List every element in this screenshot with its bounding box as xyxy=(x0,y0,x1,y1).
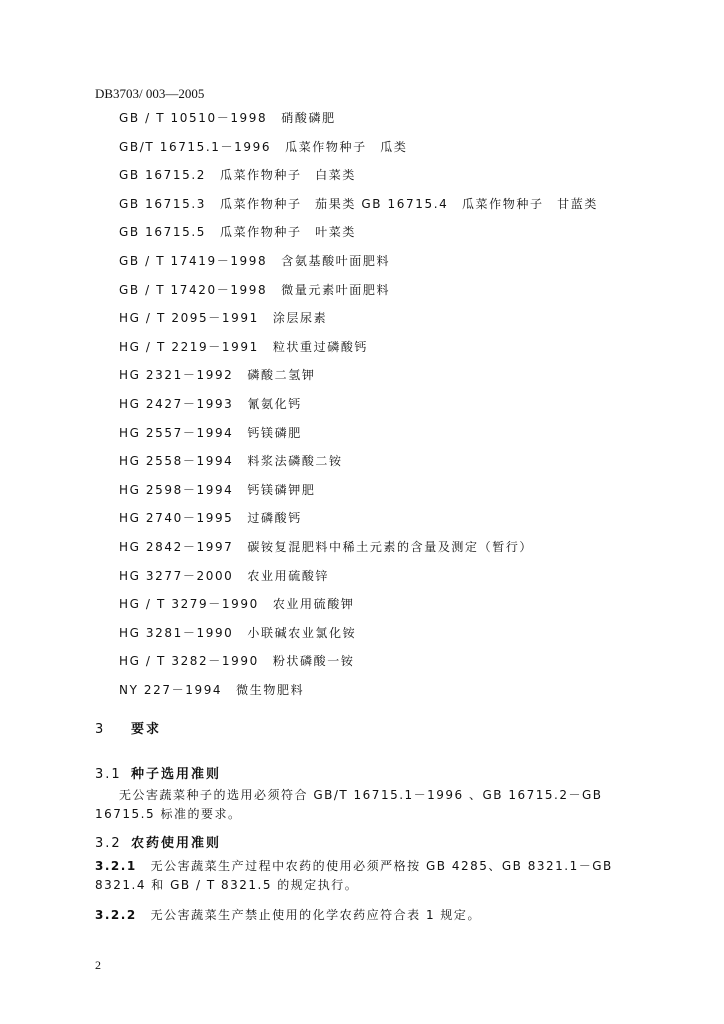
standard-code: GB 16715.3 xyxy=(119,196,206,211)
section-3-1-paragraph: 无公害蔬菜种子的选用必须符合 GB/T 16715.1－1996 、GB 16715.2－GB 16715.5 标准的要求。 xyxy=(95,788,603,821)
standard-code: NY 227－1994 xyxy=(119,682,223,697)
reference-item xyxy=(119,309,598,338)
reference-item xyxy=(119,509,598,538)
standard-title: 瓜菜作物种子 白菜类 xyxy=(219,168,356,183)
reference-item xyxy=(119,166,598,195)
standard-title: 钙镁磷钾肥 xyxy=(247,482,316,497)
reference-item xyxy=(119,252,598,281)
standard-title: 瓜菜作物种子 茄果类 GB 16715.4 瓜菜作物种子 甘蓝类 xyxy=(219,196,598,211)
normative-reference-list xyxy=(119,109,598,709)
section-title: 农药使用准则 xyxy=(131,836,222,851)
reference-item xyxy=(119,595,598,624)
standard-title: 硝酸磷肥 xyxy=(281,111,336,125)
page-number: 2 xyxy=(95,958,101,972)
reference-item xyxy=(119,395,598,424)
section-title: 种子选用准则 xyxy=(131,767,222,782)
reference-item xyxy=(119,338,598,367)
standard-code: HG / T 3279－1990 xyxy=(119,597,259,612)
document-code-header: DB3703/ 003—2005 xyxy=(95,86,205,101)
standard-code: HG 2321－1992 xyxy=(119,368,234,383)
standard-title: 磷酸二氢钾 xyxy=(247,368,316,383)
reference-item xyxy=(119,652,598,681)
standard-code: HG / T 2219－1991 xyxy=(119,339,259,354)
standard-code: HG / T 3282－1990 xyxy=(119,654,259,669)
standard-title: 农业用硫酸钾 xyxy=(272,597,355,612)
standard-code: GB / T 17419－1998 xyxy=(119,253,268,268)
standard-code: HG 3281－1990 xyxy=(119,625,234,640)
standard-code: GB 16715.5 xyxy=(119,225,206,240)
clause-number: 3.2.2 xyxy=(95,908,137,922)
reference-item xyxy=(119,538,598,567)
reference-item xyxy=(119,223,598,252)
standard-title: 碳铵复混肥料中稀土元素的含量及测定（暂行） xyxy=(247,539,534,554)
standard-code: HG 2842－1997 xyxy=(119,539,234,554)
standard-code: HG 2740－1995 xyxy=(119,511,234,526)
reference-item xyxy=(119,138,598,167)
standard-title: 含氨基酸叶面肥料 xyxy=(281,253,391,268)
standard-title: 料浆法磷酸二铵 xyxy=(247,454,343,469)
standard-code: HG 2557－1994 xyxy=(119,425,234,440)
standard-title: 涂层尿素 xyxy=(272,311,328,326)
section-3-1-heading xyxy=(95,763,221,782)
reference-item xyxy=(119,481,598,510)
standard-title: 氰氨化钙 xyxy=(247,396,302,411)
standard-code: HG / T 2095－1991 xyxy=(119,311,259,326)
standard-title: 农业用硫酸锌 xyxy=(247,568,330,583)
section-number: 3 xyxy=(95,722,106,737)
clause-3-2-1 xyxy=(95,857,655,895)
standard-code: GB 16715.2 xyxy=(119,168,206,183)
standard-code: GB/T 16715.1－1996 xyxy=(119,139,272,154)
section-3-2-heading xyxy=(95,832,221,851)
reference-item xyxy=(119,195,598,224)
standard-title: 钙镁磷肥 xyxy=(247,425,302,440)
standard-title: 粒状重过磷酸钙 xyxy=(272,339,369,354)
clause-number: 3.2.1 xyxy=(95,859,137,873)
clause-text: 无公害蔬菜生产过程中农药的使用必须严格按 GB 4285、GB 8321.1－GB 8321.4 和 GB / T 8321.5 的规定执行。 xyxy=(95,859,613,892)
section-title: 要求 xyxy=(131,722,162,737)
standard-title: 瓜菜作物种子 瓜类 xyxy=(285,139,408,154)
standard-title: 微生物肥料 xyxy=(236,682,305,697)
standard-title: 过磷酸钙 xyxy=(247,511,302,526)
standard-code: HG 3277－2000 xyxy=(119,568,234,583)
standard-code: HG 2558－1994 xyxy=(119,454,234,469)
reference-item xyxy=(119,681,598,710)
standard-title: 瓜菜作物种子 叶菜类 xyxy=(219,225,356,240)
standard-title: 小联碱农业氯化铵 xyxy=(247,625,357,640)
standard-title: 微量元素叶面肥料 xyxy=(281,282,391,297)
standard-code: GB / T 10510－1998 xyxy=(119,111,268,125)
reference-item xyxy=(119,452,598,481)
reference-item xyxy=(119,366,598,395)
section-number: 3.1 xyxy=(95,767,122,782)
clause-text: 无公害蔬菜生产禁止使用的化学农药应符合表 1 规定。 xyxy=(150,908,481,922)
standard-title: 粉状磷酸一铵 xyxy=(272,654,355,669)
section-3-heading xyxy=(95,718,161,737)
standard-code: GB / T 17420－1998 xyxy=(119,282,268,297)
standard-code: HG 2598－1994 xyxy=(119,482,234,497)
reference-item xyxy=(119,567,598,596)
clause-3-2-2 xyxy=(95,906,655,925)
reference-item xyxy=(119,424,598,453)
reference-item xyxy=(119,624,598,653)
reference-item xyxy=(119,281,598,310)
reference-item xyxy=(119,109,598,138)
section-number: 3.2 xyxy=(95,836,122,851)
standard-code: HG 2427－1993 xyxy=(119,396,234,411)
